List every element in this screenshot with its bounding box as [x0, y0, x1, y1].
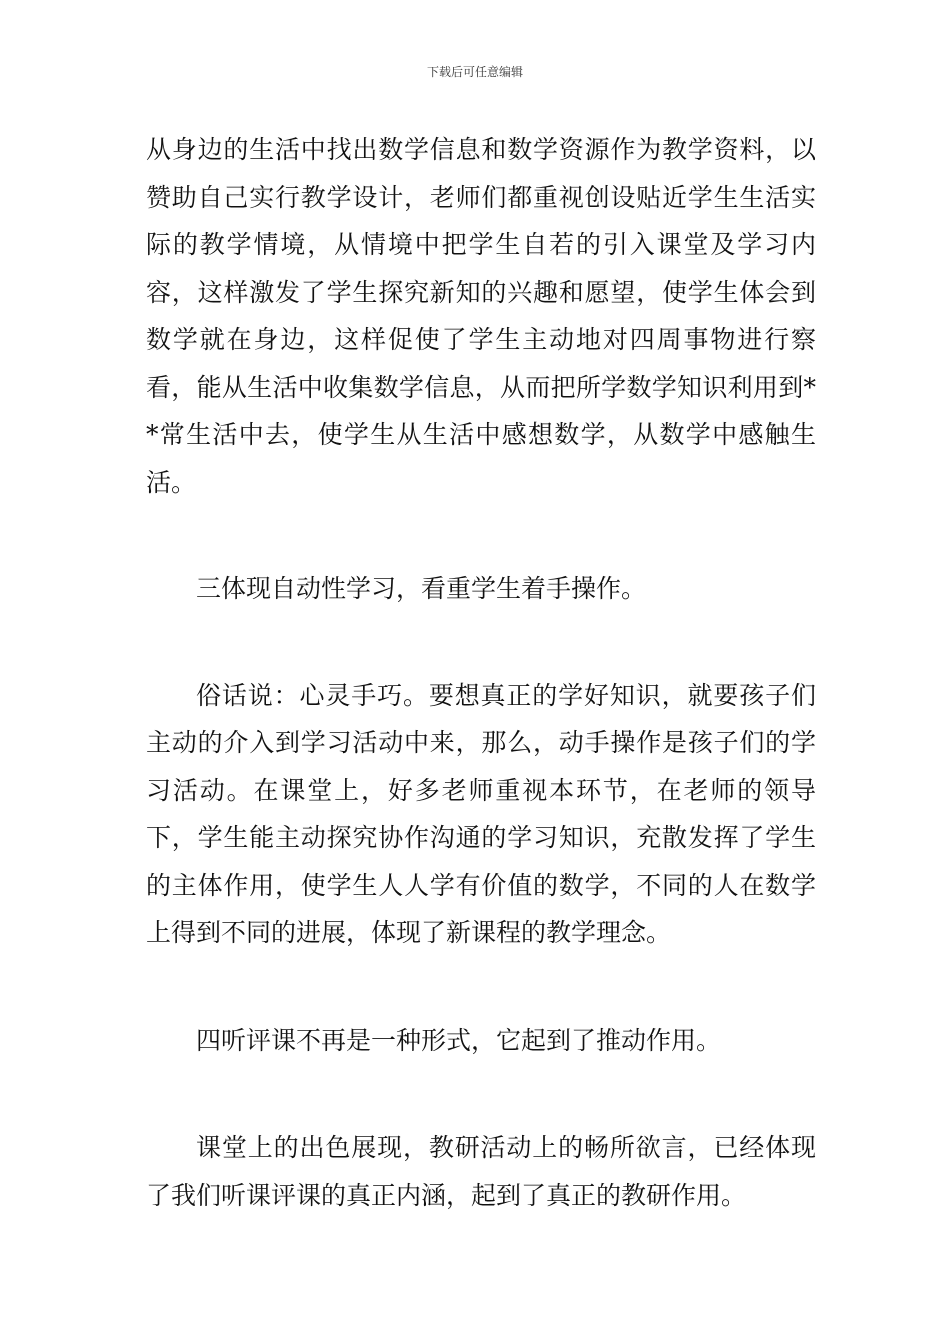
paragraph-2-heading: 三体现自动性学习，看重学生着手操作。 — [196, 574, 647, 603]
paragraph-4-heading: 四听评课不再是一种形式，它起到了推动作用。 — [196, 1025, 722, 1055]
document-body — [146, 126, 816, 1219]
page-header-note: 下载后可任意编辑 — [426, 65, 523, 79]
paragraph-5: 课堂上的出色展现，教研活动上的畅所欲言，已经体现了我们听课评课的真正内涵，起到了真正的教研作用。 — [146, 1133, 816, 1210]
paragraph-1: 从身边的生活中找出数学信息和数学资源作为教学资料，以赞助自己实行教学设计，老师们都重视创设贴近学生生活实际的教学情境，从情境中把学生自若的引入课堂及学习内容，这样激发了学生探究新知的兴趣和愿望，使学生体会到数学就在身边，这样促使了学生主动地对四周事物进行察看，能从生活中收集数学信息，从而把所学数学知识利用到**常生活中去，使学生从生活中感想数学，从数学中感触生活。 — [146, 135, 816, 497]
paragraph-3: 俗话说：心灵手巧。要想真正的学好知识，就要孩子们主动的介入到学习活动中来，那么，动手操作是孩子们的学习活动。在课堂上，好多老师重视本环节，在老师的领导下，学生能主动探究协作沟通的学习知识，充散发挥了学生的主体作用，使学生人人学有价值的数学，不同的人在数学上得到不同的进展，体现了新课程的教学理念。 — [146, 680, 816, 947]
